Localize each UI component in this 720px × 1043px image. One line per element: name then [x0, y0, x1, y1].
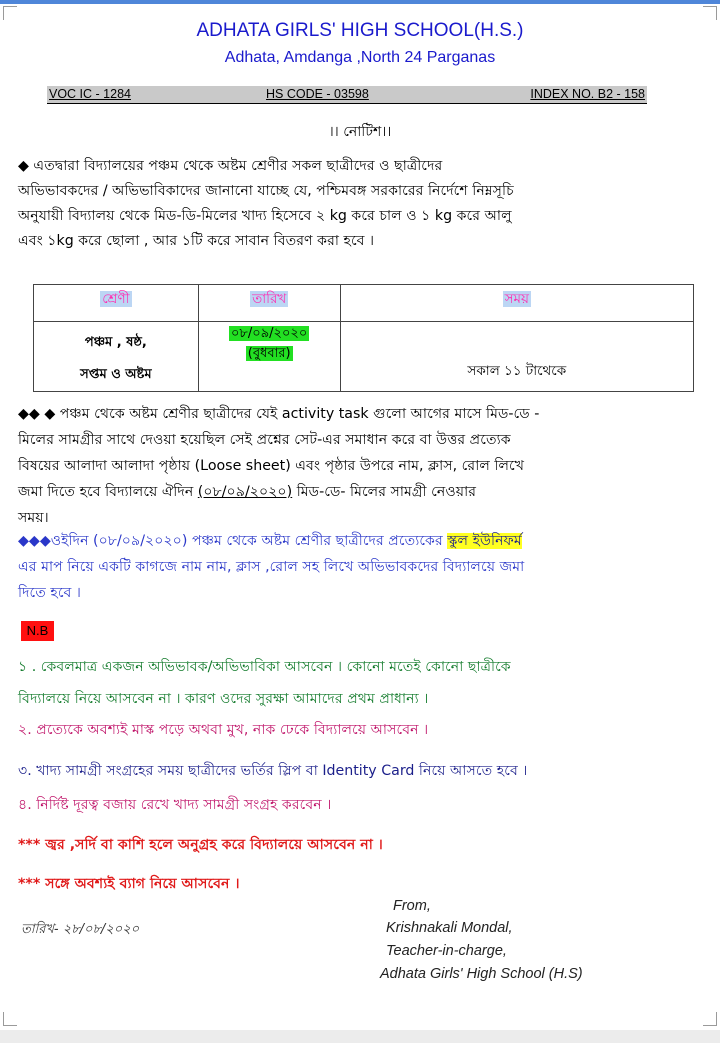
uniform-line: দিতে হবে । — [18, 585, 82, 601]
signature-title: Teacher-in-charge, — [386, 943, 507, 959]
distribution-date: ০৮/০৯/২০২০ — [230, 326, 308, 341]
warning-bag: *** সঙ্গে অবশ্যই ব্যাগ নিয়ে আসবেন । — [18, 876, 240, 892]
signature-name: Krishnakali Mondal, — [386, 920, 513, 936]
distribution-schedule-table — [33, 284, 694, 392]
cell-time: সকাল ১১ টাথেকে — [340, 322, 693, 392]
top-accent-bar — [0, 0, 720, 4]
signature-from: From, — [393, 898, 431, 914]
activity-line: বিষয়ের আলাদা আলাদা পৃষ্ঠায় (Loose sheet) এবং পৃষ্ঠার উপরে নাম, ক্লাস, রোল লিখে — [18, 458, 525, 474]
table-row — [34, 322, 694, 392]
rule-item-4: ৪. নির্দিষ্ট দূরত্ব বজায় রেখে খাদ্য সামগ্রী সংগ্রহ করবেন । — [18, 797, 332, 813]
nb-label: N.B — [21, 621, 54, 641]
cell-class: পঞ্চম , ষষ্ঠ, সপ্তম ও অষ্টম — [34, 322, 199, 392]
activity-line: জমা দিতে হবে বিদ্যালয়ে ঐদিন (০৮/০৯/২০২০) মিড-ডে- মিলের সামগ্রী নেওয়ার — [18, 484, 477, 500]
intro-line: অভিভাবকদের / অভিভাবিকাদের জানানো যাচ্ছে যে, পশ্চিমবঙ্গ সরকারের নির্দেশে নিম্নসূচি — [18, 183, 514, 199]
header-time: সময় — [504, 291, 529, 307]
crop-mark-bottom-left — [3, 1012, 17, 1026]
notice-title: ।। নোটিশ।। — [328, 124, 392, 140]
hs-code: HS CODE - 03598 — [266, 87, 369, 101]
distribution-day: (বুধবার) — [247, 346, 291, 361]
activity-line: সময়। — [18, 510, 49, 526]
rule-item-3: ৩. খাদ্য সামগ্রী সংগ্রহের সময় ছাত্রীদের ভর্তির স্লিপ বা Identity Card নিয়ে আসতে হবে । — [18, 763, 528, 779]
intro-line: ◆ এতদ্বারা বিদ্যালয়ের পঞ্চম থেকে অষ্টম শ্রেণীর সকল ছাত্রীদের ও ছাত্রীদের — [18, 158, 443, 174]
uniform-line: ◆◆◆ওইদিন (০৮/০৯/২০২০) পঞ্চম থেকে অষ্টম শ্রেণীর ছাত্রীদের প্রত্যেকের স্কুল ইউনিফর্ম — [18, 533, 522, 549]
index-number: INDEX NO. B2 - 158 — [530, 87, 645, 101]
school-name: ADHATA GIRLS' HIGH SCHOOL(H.S.) — [196, 20, 524, 41]
intro-line: অনুযায়ী বিদ্যালয় থেকে মিড-ডি-মিলের খাদ্য হিসেবে ২ kg করে চাল ও ১ kg করে আলু — [18, 208, 512, 224]
activity-line: মিলের সামগ্রীর সাথে দেওয়া হয়েছিল সেই প্রশ্নের সেট-এর সমাধান করে বা উত্তর প্রত্যেক — [18, 432, 511, 448]
rule-item-2: ২. প্রত্যেকে অবশ্যই মাস্ক পড়ে অথবা মুখ, নাক ঢেকে বিদ্যালয়ে আসবেন । — [18, 722, 429, 738]
crop-mark-top-right — [703, 6, 717, 20]
uniform-line: এর মাপ নিয়ে একটি কাগজে নাম নাম, ক্লাস ,রোল সহ লিখে অভিভাবকদের বিদ্যালয়ে জমা — [18, 559, 525, 575]
voc-ic-code: VOC IC - 1284 — [49, 87, 131, 101]
cell-date — [198, 322, 340, 392]
intro-line: এবং ১kg করে ছোলা , আর ১টি করে সাবান বিতরণ করা হবে । — [18, 233, 375, 249]
page-bottom-strip — [0, 1030, 720, 1043]
school-address: Adhata, Amdanga ,North 24 Parganas — [224, 49, 496, 66]
activity-paragraph — [18, 401, 708, 531]
uniform-paragraph — [18, 528, 708, 606]
header-date: তারিখ — [252, 291, 287, 307]
school-codes-bar — [47, 86, 647, 104]
warning-fever: *** জ্বর ,সর্দি বা কাশি হলে অনুগ্রহ করে বিদ্যালয়ে আসবেন না । — [18, 837, 383, 853]
table-header-row — [34, 285, 694, 322]
crop-mark-top-left — [3, 6, 17, 20]
submission-date: (০৮/০৯/২০২০) — [197, 484, 293, 500]
header-class: শ্রেণী — [102, 291, 130, 307]
rule-item-1: ১ . কেবলমাত্র একজন অভিভাবক/অভিভাবিকা আসবেন । কোনো মতেই কোনো ছাত্রীকে বিদ্যালয়ে নিয়ে আসবেন না । কারণ ওদের সুরক্ষা আমাদের প্রথম প্রাধান্য । — [18, 659, 511, 707]
notice-date: তারিখ- ২৮/০৮/২০২০ — [21, 922, 140, 937]
intro-paragraph — [18, 154, 708, 254]
uniform-highlight: স্কুল ইউনিফর্ম — [447, 533, 522, 549]
activity-line: ◆◆ ◆ পঞ্চম থেকে অষ্টম শ্রেণীর ছাত্রীদের যেই activity task গুলো আগের মাসে মিড-ডে - — [18, 406, 540, 422]
signature-school: Adhata Girls' High School (H.S) — [380, 966, 583, 982]
crop-mark-bottom-right — [703, 1012, 717, 1026]
